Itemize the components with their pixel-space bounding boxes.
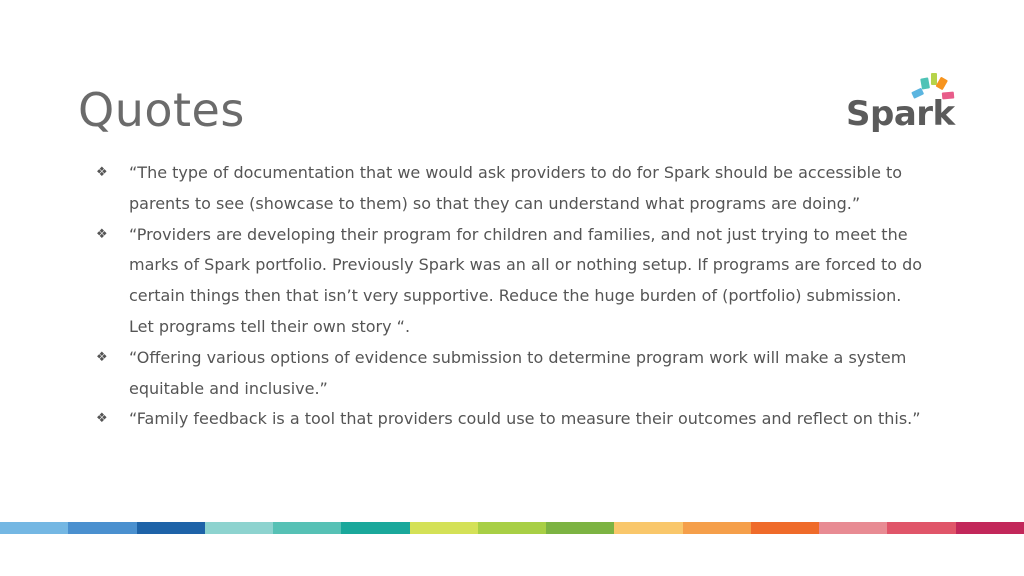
spark-logo xyxy=(842,70,960,140)
diamond-bullet-icon: ❖ xyxy=(96,226,108,242)
spark-logo-wordmark: Spark xyxy=(846,94,955,134)
stripe-segment xyxy=(751,522,819,534)
stripe-segment xyxy=(410,522,478,534)
quote-item xyxy=(96,220,926,343)
stripe-segment xyxy=(614,522,682,534)
stripe-segment xyxy=(819,522,887,534)
diamond-bullet-icon: ❖ xyxy=(96,165,108,180)
color-stripe-bar xyxy=(0,522,1024,534)
quotes-list xyxy=(96,158,926,435)
stripe-segment xyxy=(887,522,955,534)
diamond-bullet-icon: ❖ xyxy=(96,349,108,365)
stripe-segment xyxy=(683,522,751,534)
stripe-segment xyxy=(478,522,546,534)
quote-item xyxy=(96,404,926,435)
stripe-segment xyxy=(0,522,68,534)
quote-item xyxy=(96,158,926,220)
stripe-segment xyxy=(68,522,136,534)
quote-item xyxy=(96,343,926,405)
stripe-segment xyxy=(137,522,205,534)
stripe-segment xyxy=(273,522,341,534)
slide-title: Quotes xyxy=(78,83,245,137)
quote-text: “Providers are developing their program for children and families, and not just trying to meet the marks of Spark portfolio. Previously Spark was an all or nothing setup. If programs are forced to do certain things then that isn’t very supportive. Reduce the huge burden of (portfolio) submission. Let programs tell their own story “. xyxy=(129,224,923,336)
quote-text: “Family feedback is a tool that providers could use to measure their outcomes and reflect on this.” xyxy=(129,409,921,429)
stripe-segment xyxy=(546,522,614,534)
quote-text: “The type of documentation that we would ask providers to do for Spark should be accessible to parents to see (showcase to them) so that they can understand what programs are doing.” xyxy=(129,163,903,213)
stripe-segment xyxy=(956,522,1024,534)
quote-text: “Offering various options of evidence submission to determine program work will make a system equitable and inclusive.” xyxy=(129,347,907,398)
stripe-segment xyxy=(341,522,409,534)
stripe-segment xyxy=(205,522,273,534)
diamond-bullet-icon: ❖ xyxy=(96,411,108,427)
